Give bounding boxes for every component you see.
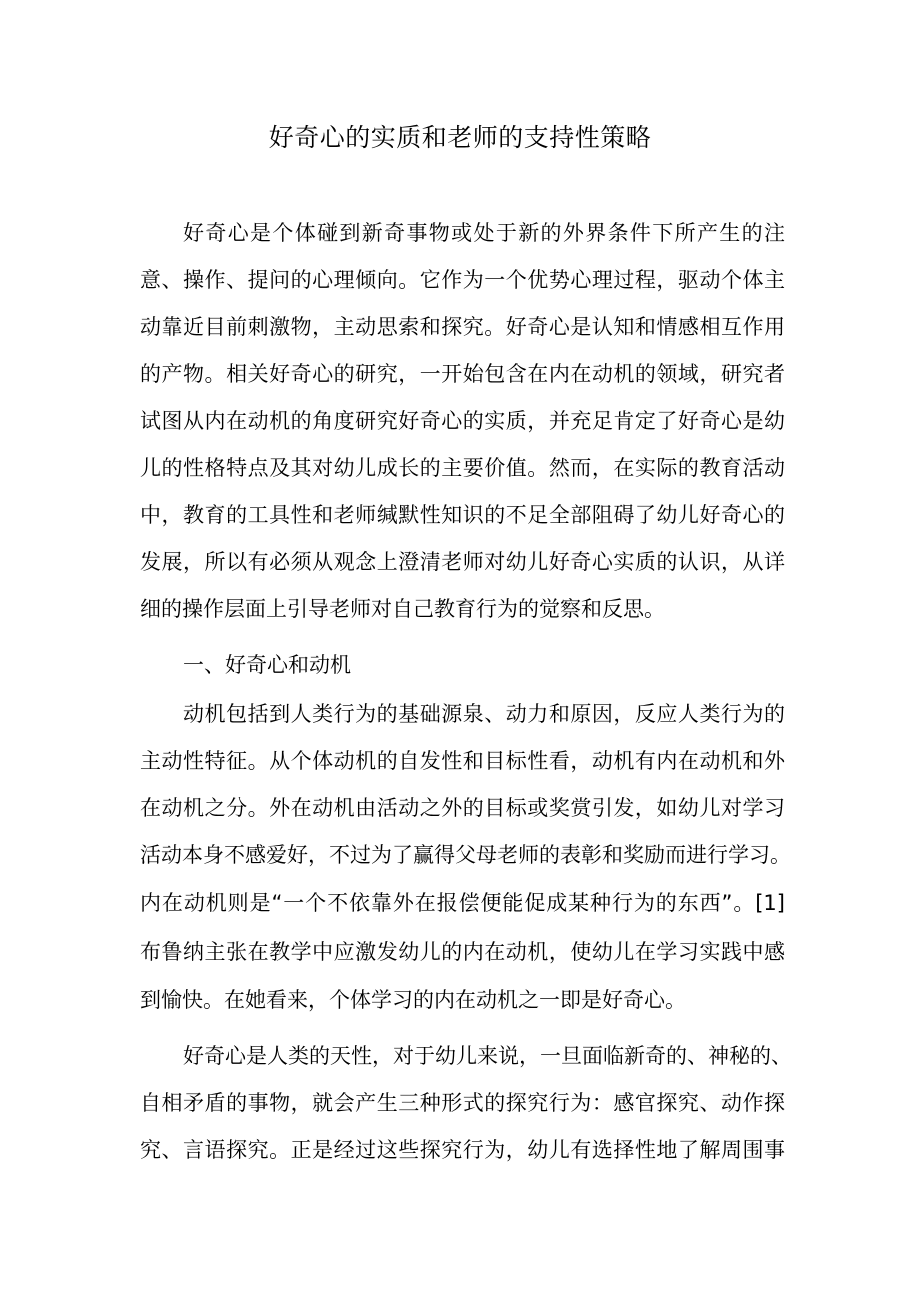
paragraph-line: 内在动机则是“一个不依靠外在报偿便能促成某种行为的东西”。[1] [140, 891, 785, 915]
paragraph-line: 自相矛盾的事物，就会产生三种形式的探究行为：感官探究、动作探 [140, 1091, 785, 1115]
paragraph-line: 意、操作、提问的心理倾向。它作为一个优势心理过程，驱动个体主 [140, 268, 785, 292]
paragraph-line: 儿的性格特点及其对幼儿成长的主要价值。然而，在实际的教育活动 [140, 456, 785, 480]
paragraph-line: 试图从内在动机的角度研究好奇心的实质，并充足肯定了好奇心是幼 [140, 409, 785, 433]
paragraph-line: 的产物。相关好奇心的研究，一开始包含在内在动机的领域，研究者 [140, 362, 785, 386]
paragraph-line: 好奇心是个体碰到新奇事物或处于新的外界条件下所产生的注 [183, 221, 785, 245]
paragraph-line: 动机包括到人类行为的基础源泉、动力和原因，反应人类行为的 [183, 702, 785, 726]
paragraph-line: 主动性特征。从个体动机的自发性和目标性看，动机有内在动机和外 [140, 749, 785, 773]
paragraph-line: 布鲁纳主张在教学中应激发幼儿的内在动机，使幼儿在学习实践中感 [140, 940, 785, 964]
paragraph-line: 发展，所以有必须从观念上澄清老师对幼儿好奇心实质的认识，从详 [140, 550, 785, 574]
paragraph-line: 细的操作层面上引导老师对自己教育行为的觉察和反思。 [140, 597, 665, 621]
paragraph-line: 究、言语探究。正是经过这些探究行为，幼儿有选择性地了解周围事 [140, 1138, 785, 1162]
paragraph-line: 到愉快。在她看来，个体学习的内在动机之一即是好奇心。 [140, 988, 686, 1012]
paragraph-line: 好奇心是人类的天性，对于幼儿来说，一旦面临新奇的、神秘的、 [183, 1044, 792, 1068]
paragraph-line: 活动本身不感爱好，不过为了赢得父母老师的表彰和奖励而进行学习。 [140, 843, 791, 867]
paragraph-line: 在动机之分。外在动机由活动之外的目标或奖赏引发，如幼儿对学习 [140, 796, 785, 820]
paragraph-line: 动靠近目前刺激物，主动思索和探究。好奇心是认知和情感相互作用 [140, 315, 785, 339]
section-heading: 一、好奇心和动机 [183, 653, 351, 677]
paragraph-line: 中，教育的工具性和老师缄默性知识的不足全部阻碍了幼儿好奇心的 [140, 503, 785, 527]
document-title: 好奇心的实质和老师的支持性策略 [268, 123, 652, 152]
